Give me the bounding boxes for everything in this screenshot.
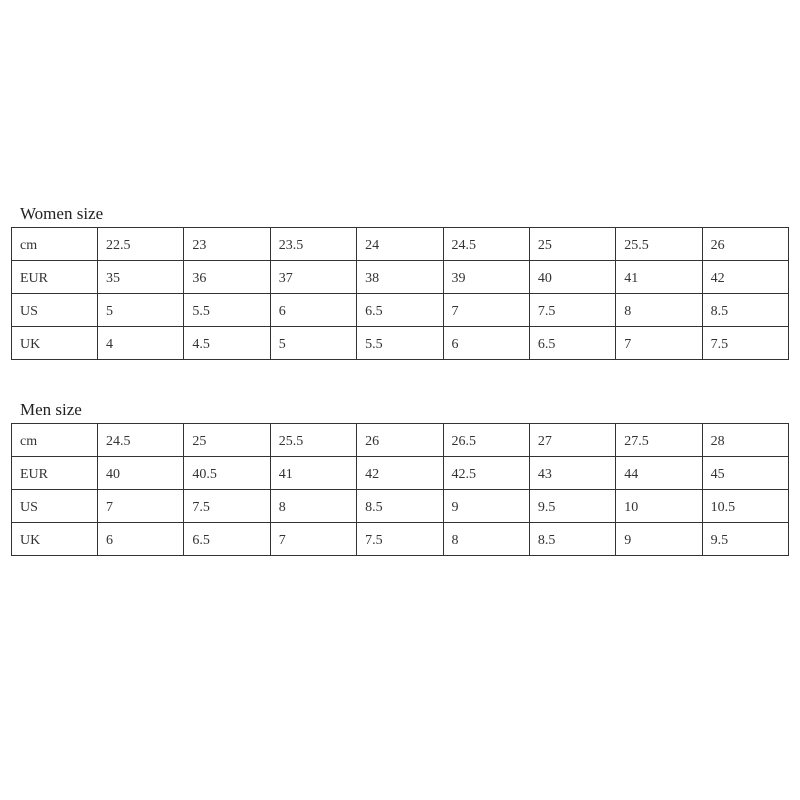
men-size-cell: 43 bbox=[529, 457, 615, 490]
men-size-cell: 9 bbox=[443, 490, 529, 523]
men-size-cell: 6 bbox=[98, 523, 184, 556]
men-size-cell: 7.5 bbox=[184, 490, 270, 523]
women-size-table bbox=[11, 227, 789, 360]
men-size-cell: 42.5 bbox=[443, 457, 529, 490]
women-size-cell: 38 bbox=[357, 261, 443, 294]
women-size-cell: 24.5 bbox=[443, 228, 529, 261]
women-size-cell: 7.5 bbox=[529, 294, 615, 327]
women-size-cell: 5.5 bbox=[357, 327, 443, 360]
women-size-cell: 8 bbox=[616, 294, 702, 327]
women-size-cell: 23.5 bbox=[270, 228, 356, 261]
men-size-cell: 26.5 bbox=[443, 424, 529, 457]
men-row-label: cm bbox=[12, 424, 98, 457]
women-size-cell: 24 bbox=[357, 228, 443, 261]
women-size-cell: 5 bbox=[98, 294, 184, 327]
men-size-cell: 8.5 bbox=[529, 523, 615, 556]
women-size-cell: 23 bbox=[184, 228, 270, 261]
women-size-cell: 8.5 bbox=[702, 294, 788, 327]
women-size-cell: 37 bbox=[270, 261, 356, 294]
men-row-cm bbox=[12, 424, 789, 457]
men-size-cell: 27.5 bbox=[616, 424, 702, 457]
women-row-label: UK bbox=[12, 327, 98, 360]
women-size-cell: 41 bbox=[616, 261, 702, 294]
men-size-cell: 7.5 bbox=[357, 523, 443, 556]
women-size-cell: 26 bbox=[702, 228, 788, 261]
men-size-cell: 7 bbox=[98, 490, 184, 523]
women-size-cell: 4 bbox=[98, 327, 184, 360]
men-size-title: Men size bbox=[20, 400, 82, 419]
women-size-title: Women size bbox=[20, 204, 104, 223]
women-size-cell: 4.5 bbox=[184, 327, 270, 360]
women-size-cell: 5 bbox=[270, 327, 356, 360]
men-size-cell: 27 bbox=[529, 424, 615, 457]
women-row-us bbox=[12, 294, 789, 327]
women-size-cell: 6.5 bbox=[357, 294, 443, 327]
men-size-cell: 8 bbox=[270, 490, 356, 523]
men-size-cell: 26 bbox=[357, 424, 443, 457]
men-row-us bbox=[12, 490, 789, 523]
men-size-cell: 40.5 bbox=[184, 457, 270, 490]
men-row-label: UK bbox=[12, 523, 98, 556]
women-row-uk bbox=[12, 327, 789, 360]
men-size-cell: 25 bbox=[184, 424, 270, 457]
men-row-eur bbox=[12, 457, 789, 490]
women-row-cm bbox=[12, 228, 789, 261]
men-size-cell: 28 bbox=[702, 424, 788, 457]
men-size-cell: 9.5 bbox=[702, 523, 788, 556]
women-size-cell: 39 bbox=[443, 261, 529, 294]
women-size-cell: 22.5 bbox=[98, 228, 184, 261]
men-size-cell: 40 bbox=[98, 457, 184, 490]
women-row-label: US bbox=[12, 294, 98, 327]
men-row-label: US bbox=[12, 490, 98, 523]
women-size-cell: 25.5 bbox=[616, 228, 702, 261]
women-size-cell: 7 bbox=[616, 327, 702, 360]
women-size-cell: 35 bbox=[98, 261, 184, 294]
men-size-cell: 10.5 bbox=[702, 490, 788, 523]
men-size-table-body bbox=[12, 424, 789, 556]
women-size-cell: 40 bbox=[529, 261, 615, 294]
men-row-label: EUR bbox=[12, 457, 98, 490]
men-size-cell: 8 bbox=[443, 523, 529, 556]
women-size-table-body bbox=[12, 228, 789, 360]
women-size-cell: 6 bbox=[443, 327, 529, 360]
women-row-eur bbox=[12, 261, 789, 294]
men-size-cell: 44 bbox=[616, 457, 702, 490]
women-row-label: EUR bbox=[12, 261, 98, 294]
women-size-cell: 36 bbox=[184, 261, 270, 294]
women-size-cell: 6 bbox=[270, 294, 356, 327]
women-size-cell: 25 bbox=[529, 228, 615, 261]
men-size-cell: 9.5 bbox=[529, 490, 615, 523]
women-size-cell: 6.5 bbox=[529, 327, 615, 360]
men-size-cell: 24.5 bbox=[98, 424, 184, 457]
men-size-cell: 25.5 bbox=[270, 424, 356, 457]
women-size-section bbox=[11, 203, 789, 360]
men-size-table bbox=[11, 423, 789, 556]
women-row-label: cm bbox=[12, 228, 98, 261]
men-size-cell: 42 bbox=[357, 457, 443, 490]
men-size-section bbox=[11, 399, 789, 556]
men-size-cell: 10 bbox=[616, 490, 702, 523]
men-size-cell: 8.5 bbox=[357, 490, 443, 523]
men-size-cell: 6.5 bbox=[184, 523, 270, 556]
men-size-cell: 7 bbox=[270, 523, 356, 556]
men-row-uk bbox=[12, 523, 789, 556]
women-size-cell: 5.5 bbox=[184, 294, 270, 327]
women-size-cell: 42 bbox=[702, 261, 788, 294]
men-size-cell: 9 bbox=[616, 523, 702, 556]
women-size-cell: 7.5 bbox=[702, 327, 788, 360]
women-size-cell: 7 bbox=[443, 294, 529, 327]
men-size-cell: 41 bbox=[270, 457, 356, 490]
men-size-cell: 45 bbox=[702, 457, 788, 490]
